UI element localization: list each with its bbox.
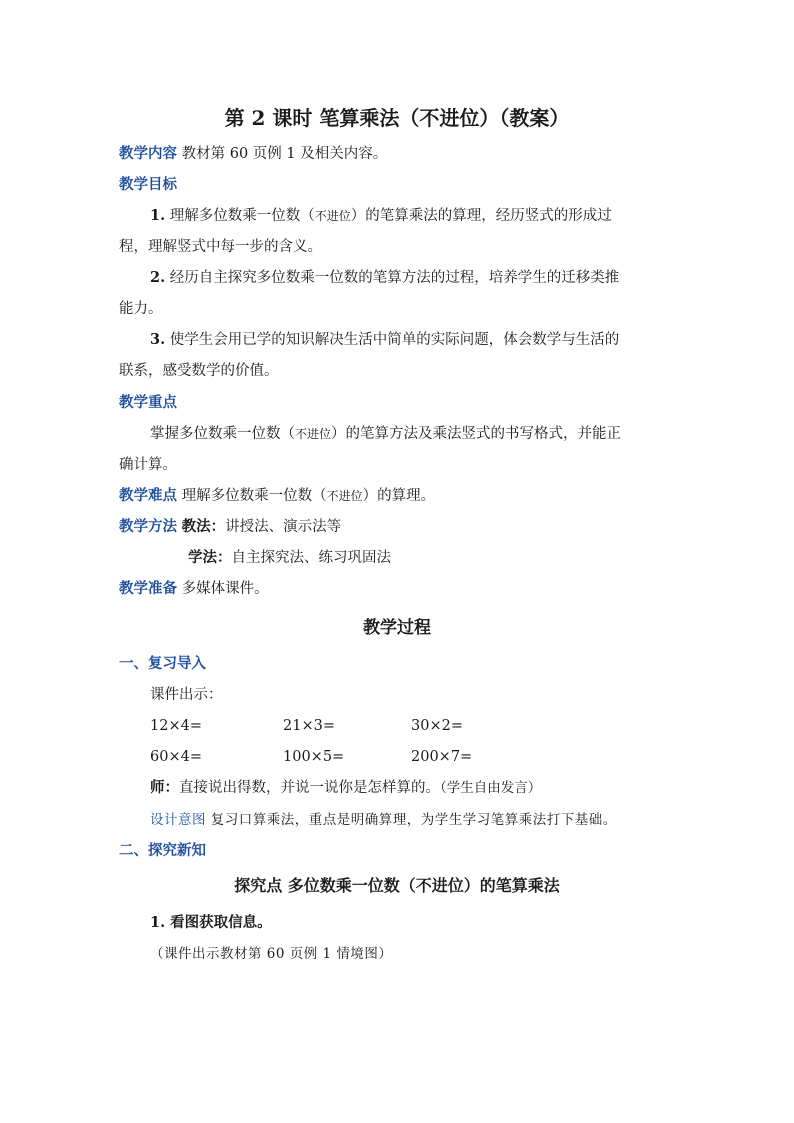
section2-heading: 二、探究新知 (119, 842, 206, 859)
difficulty-row (119, 486, 435, 506)
objective-1-line2: 程，理解竖式中每一步的含义。 (119, 239, 322, 255)
key-points-line2: 确计算。 (119, 457, 177, 473)
key-points-text-a: 掌握多位数乘一位数（ (150, 426, 295, 442)
review-expr: 21×3= (283, 718, 335, 734)
teacher-note: （学生自由发言） (440, 780, 542, 796)
design-intent-text: 复习口算乘法，重点是明确算理，为学生学习笔算乘法打下基础。 (210, 812, 617, 828)
learn-method-label: 学法： (188, 549, 232, 566)
content-text: 教材第 60 页例 1 及相关内容。 (181, 146, 388, 162)
objective-3-line2: 联系，感受数学的价值。 (119, 363, 279, 379)
objective-1-num: 1. (150, 207, 166, 224)
prep-row (119, 579, 269, 599)
review-row-1 (150, 716, 463, 736)
objective-2-text: 经历自主探究多位数乘一位数的笔算方法的过程，培养学生的迁移类推 (169, 270, 620, 286)
prep-text: 多媒体课件。 (181, 581, 269, 597)
difficulty-text-a: 理解多位数乘一位数（ (181, 488, 327, 504)
review-expr: 60×4= (150, 749, 202, 765)
methods-row (119, 517, 341, 537)
objective-3-line1 (150, 330, 619, 350)
teacher-label: 师： (150, 779, 179, 796)
content-row (119, 144, 387, 164)
methods-label: 教学方法 (119, 518, 177, 535)
learn-method-row (188, 548, 391, 568)
design-intent-label: 设计意图 (150, 812, 206, 828)
process-title: 教学过程 (363, 618, 431, 638)
teach-method-text: 讲授法、演示法等 (225, 519, 342, 535)
content-label: 教学内容 (119, 145, 177, 162)
key-points-text-b: ）的笔算方法及乘法竖式的书写格式，并能正 (331, 426, 622, 442)
teacher-text: 直接说出得数，并说一说你是怎样算的。 (179, 780, 440, 796)
section1-heading: 一、复习导入 (119, 655, 206, 672)
objective-1-tag: 不进位 (314, 209, 351, 223)
design-intent-row (150, 810, 617, 830)
key-points-label: 教学重点 (119, 394, 177, 411)
learn-method-text: 自主探究法、练习巩固法 (231, 550, 391, 566)
review-expr: 200×7= (411, 749, 473, 765)
section2-step1-note: （课件出示教材第 60 页例 1 情境图） (150, 946, 393, 962)
review-row-2 (150, 747, 472, 767)
objective-1-text-a: 理解多位数乘一位数（ (169, 208, 315, 224)
review-expr: 12×4= (150, 718, 202, 734)
key-points-line1 (150, 424, 621, 444)
objective-3-text: 使学生会用已学的知识解决生活中简单的实际问题，体会数学与生活的 (169, 332, 620, 348)
difficulty-text-b: ）的算理。 (362, 488, 436, 504)
section2-subtitle: 探究点 多位数乘一位数（不进位）的笔算乘法 (234, 876, 560, 895)
page-title: 第 2 课时 笔算乘法（不进位）（教案） (224, 106, 570, 130)
difficulty-label: 教学难点 (119, 487, 177, 504)
objective-1-line1 (150, 206, 612, 226)
teacher-row (150, 778, 541, 798)
review-expr: 30×2= (411, 718, 463, 734)
section2-step1: 1. 看图获取信息。 (150, 914, 272, 931)
objective-1-text-b: ）的笔算乘法的算理，经历竖式的形成过 (350, 208, 612, 224)
objective-2-num: 2. (150, 269, 166, 286)
objective-2-line2: 能力。 (119, 301, 163, 317)
key-points-tag: 不进位 (295, 427, 332, 441)
objective-3-num: 3. (150, 331, 166, 348)
section1-show: 课件出示： (150, 687, 223, 703)
objectives-label: 教学目标 (119, 176, 177, 193)
objective-2-line1 (150, 268, 619, 288)
prep-label: 教学准备 (119, 580, 177, 597)
difficulty-tag: 不进位 (326, 489, 363, 503)
review-expr: 100×5= (283, 749, 345, 765)
teach-method-label: 教法： (181, 518, 226, 535)
